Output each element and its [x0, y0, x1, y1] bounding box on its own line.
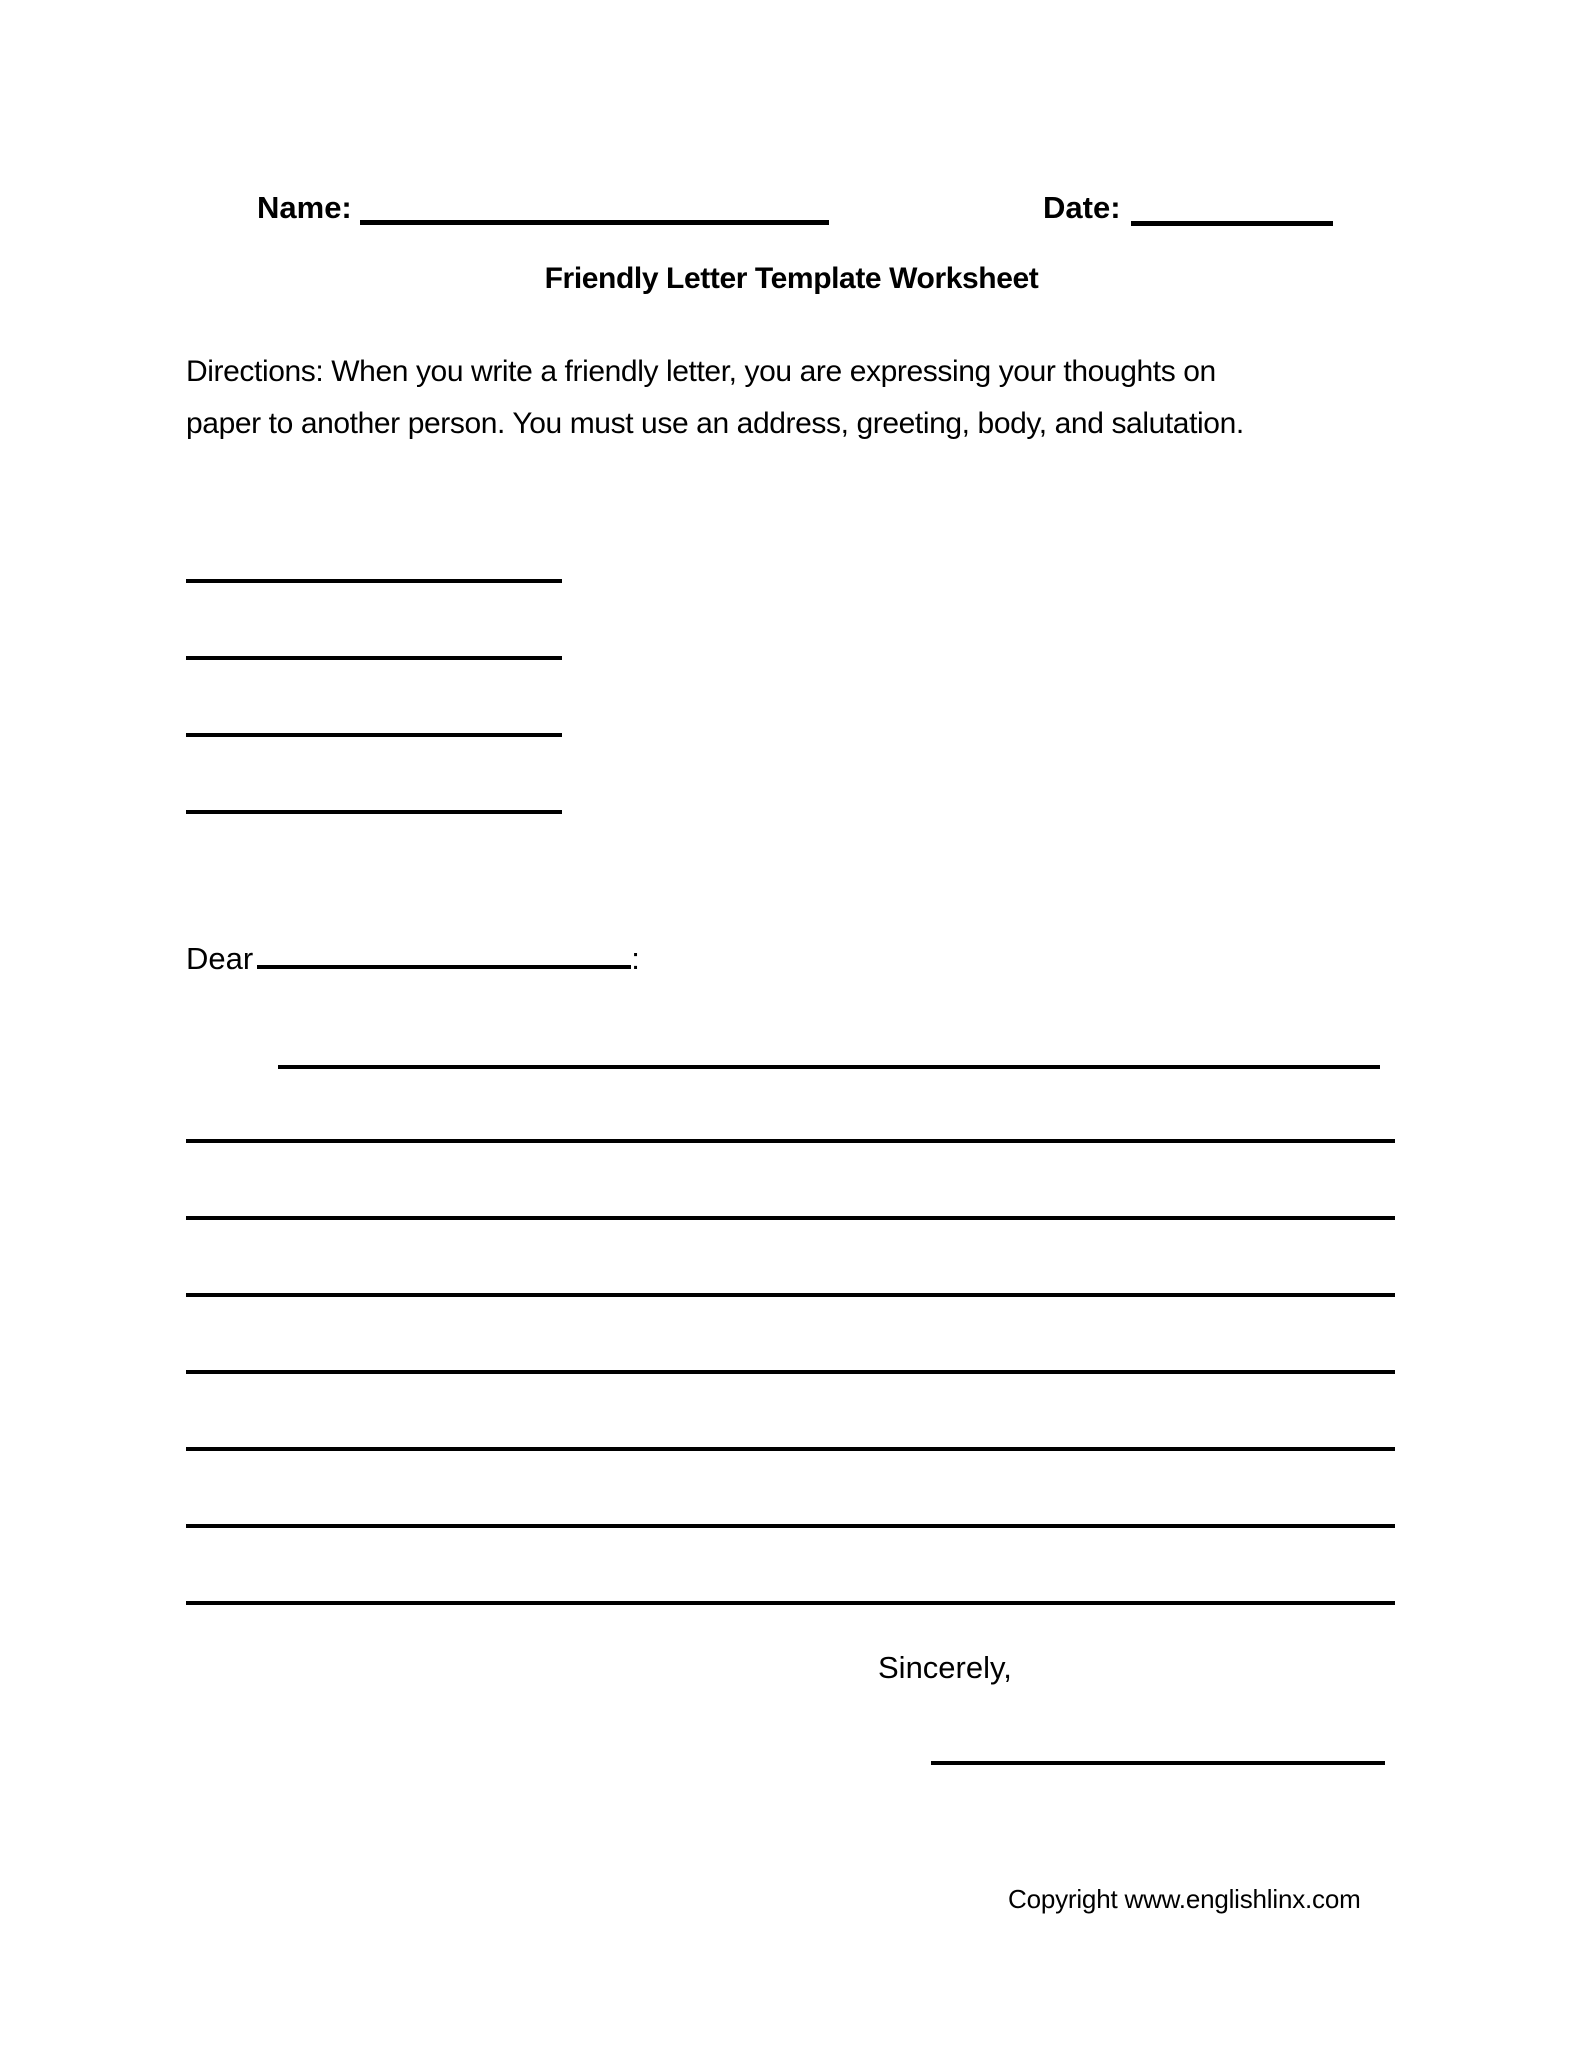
title-row [0, 262, 1583, 296]
copyright-text: Copyright www.englishlinx.com [1008, 1884, 1361, 1914]
address-blank-line-2[interactable] [186, 656, 562, 660]
body-blank-line-4[interactable] [186, 1370, 1395, 1374]
dear-label: Dear [186, 941, 254, 976]
page-title: Friendly Letter Template Worksheet [544, 262, 1039, 295]
greeting-punctuation: : [631, 941, 640, 976]
address-blank-line-3[interactable] [186, 733, 562, 737]
signature-blank-line[interactable] [931, 1761, 1385, 1765]
sincerely-label: Sincerely, [878, 1650, 1012, 1685]
date-label: Date: [1043, 190, 1121, 225]
body-blank-line-6[interactable] [186, 1524, 1395, 1528]
directions-line-1: Directions: When you write a friendly letter, you are expressing your thoughts on [186, 355, 1216, 388]
body-blank-line-5[interactable] [186, 1447, 1395, 1451]
body-lines [186, 1139, 1395, 1678]
body-first-indented-line[interactable] [278, 1065, 1380, 1069]
body-blank-line-1[interactable] [186, 1139, 1395, 1143]
body-blank-line-3[interactable] [186, 1293, 1395, 1297]
body-blank-line-7[interactable] [186, 1601, 1395, 1605]
address-blank-line-1[interactable] [186, 579, 562, 583]
greeting-row [186, 929, 640, 977]
body-blank-line-2[interactable] [186, 1216, 1395, 1220]
date-blank-line[interactable] [1131, 221, 1333, 226]
directions-line-2: paper to another person. You must use an address, greeting, body, and salutation. [186, 407, 1244, 440]
recipient-blank-line[interactable] [257, 929, 631, 969]
directions-paragraph [186, 346, 1244, 450]
address-lines [186, 579, 562, 887]
name-label: Name: [257, 190, 352, 225]
name-blank-line[interactable] [360, 220, 829, 225]
address-blank-line-4[interactable] [186, 810, 562, 814]
